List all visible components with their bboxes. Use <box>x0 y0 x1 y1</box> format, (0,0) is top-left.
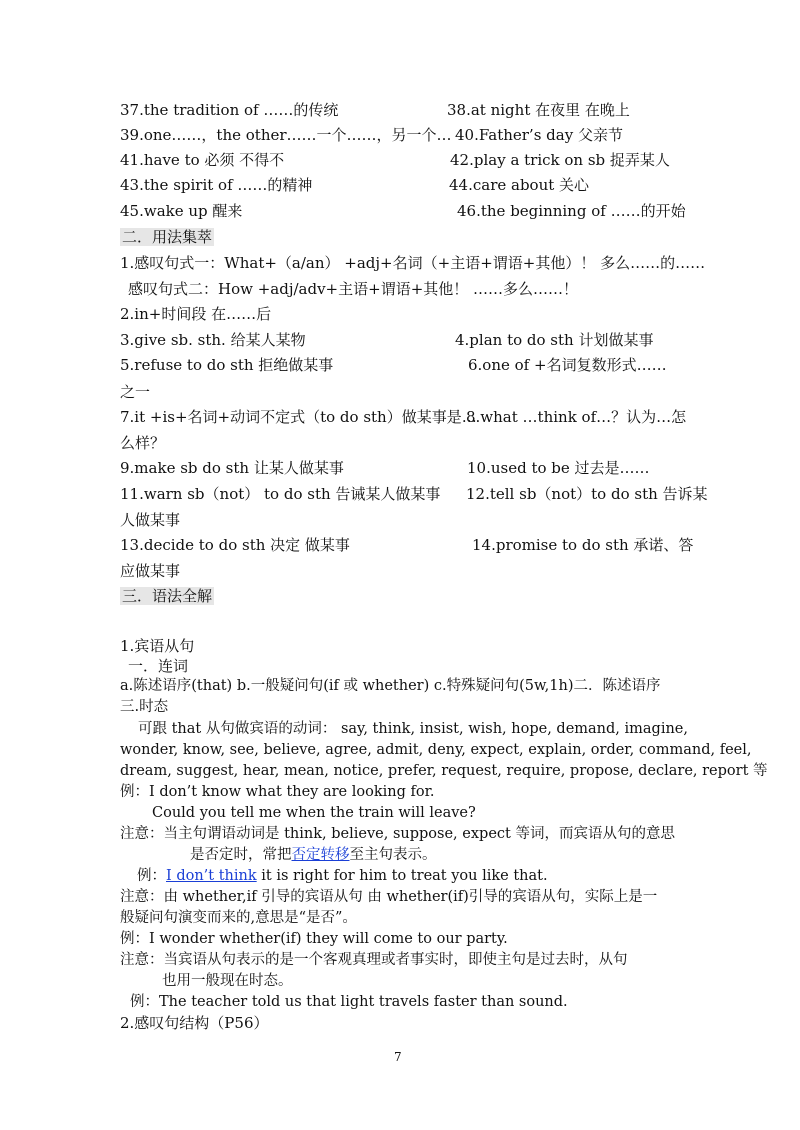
grammar-line: wonder, know, see, believe, agree, admit, deny, expect, explain, order, command, feel, <box>120 742 752 758</box>
grammar-line: 三.时态 <box>120 699 169 715</box>
grammar-example: 例：I don’t know what they are looking for. <box>120 784 435 800</box>
usage-9: 9.make sb do sth 让某人做某事 <box>120 459 344 477</box>
usage-11: 11.warn sb（not） to do sth 告诫某人做某事 <box>120 485 441 503</box>
vocab-46: 46.the beginning of ……的开始 <box>457 202 686 220</box>
usage-3: 3.give sb. sth. 给某人某物 <box>120 331 306 349</box>
grammar-note: 注意：当主句谓语动词是 think, believe, suppose, expect 等词，而宾语从句的意思 <box>120 826 675 842</box>
usage-7a: 7.it +is+名词+动词不定式（to do sth）做某事是… <box>120 408 477 426</box>
usage-6b: 之一 <box>120 383 151 401</box>
usage-10: 10.used to be 过去是…… <box>467 459 650 477</box>
usage-1b: 感叹句式二：How +adj/adv+主语+谓语+其他！ ……多么……！ <box>128 280 579 298</box>
vocab-42: 42.play a trick on sb 捉弄某人 <box>450 151 670 169</box>
grammar-note: 注意：由 whether,if 引导的宾语从句 由 whether(if)引导的宾语从句，实际上是一 <box>120 889 658 905</box>
grammar-example: 例：The teacher told us that light travels faster than sound. <box>130 994 568 1010</box>
grammar-line: a.陈述语序(that) b.一般疑问句(if 或 whether) c.特殊疑问句(5w,1h)二．陈述语序 <box>120 678 661 694</box>
grammar-line: 可跟 that 从句做宾语的动词： say, think, insist, wish, hope, demand, imagine, <box>138 721 688 737</box>
vocab-41: 41.have to 必须 不得不 <box>120 151 285 169</box>
grammar-title: 1.宾语从句 <box>120 637 195 655</box>
usage-6a: 6.one of +名词复数形式…… <box>468 356 667 374</box>
usage-1a: 1.感叹句式一：What+（a/an） +adj+名词（+主语+谓语+其他）！ 多么……的…… <box>120 254 706 272</box>
grammar-conjunction: 一．连词 <box>128 657 189 675</box>
grammar-note: 般疑问句演变而来的,意思是“是否”。 <box>120 910 357 926</box>
vocab-43: 43.the spirit of ……的精神 <box>120 176 313 194</box>
section-heading-grammar: 三．语法全解 <box>122 587 213 605</box>
page-number: 7 <box>394 1050 402 1064</box>
grammar-note: 也用一般现在时态。 <box>162 973 293 989</box>
usage-13: 13.decide to do sth 决定 做某事 <box>120 536 350 554</box>
grammar-line: dream, suggest, hear, mean, notice, prefer, request, require, propose, declare, report 等 <box>120 763 768 779</box>
grammar-example: Could you tell me when the train will leave? <box>152 805 476 821</box>
grammar-note: 是否定时，常把否定转移至主句表示。 <box>190 847 437 863</box>
usage-12a: 12.tell sb（not）to do sth 告诉某 <box>466 485 708 503</box>
vocab-40: 40.Father’s day 父亲节 <box>455 126 623 144</box>
grammar-example: 例：I wonder whether(if) they will come to our party. <box>120 931 508 947</box>
grammar-subtitle: 2.感叹句结构（P56） <box>120 1014 269 1032</box>
section-heading-usage: 二．用法集萃 <box>122 228 213 246</box>
usage-5: 5.refuse to do sth 拒绝做某事 <box>120 356 334 374</box>
usage-14b: 应做某事 <box>120 562 181 580</box>
grammar-note: 注意：当宾语从句表示的是一个客观真理或者事实时，即使主句是过去时，从句 <box>120 952 628 968</box>
usage-8a: 8.what …think of…？认为…怎 <box>466 408 687 426</box>
usage-4: 4.plan to do sth 计划做某事 <box>455 331 654 349</box>
usage-14a: 14.promise to do sth 承诺、答 <box>472 536 694 554</box>
vocab-38: 38.at night 在夜里 在晚上 <box>447 101 630 119</box>
i-dont-think-link[interactable]: I don’t think <box>166 868 257 884</box>
negative-transfer-link[interactable]: 否定转移 <box>291 847 350 863</box>
vocab-37: 37.the tradition of ……的传统 <box>120 101 339 119</box>
grammar-example: 例：I don’t think it is right for him to treat you like that. <box>137 868 548 884</box>
vocab-44: 44.care about 关心 <box>449 176 590 194</box>
usage-78b: 么样？ <box>120 434 166 452</box>
usage-2: 2.in+时间段 在……后 <box>120 305 272 323</box>
vocab-45: 45.wake up 醒来 <box>120 202 243 220</box>
usage-12b: 人做某事 <box>120 511 181 529</box>
vocab-39: 39.one……，the other……一个……，另一个… <box>120 126 452 144</box>
